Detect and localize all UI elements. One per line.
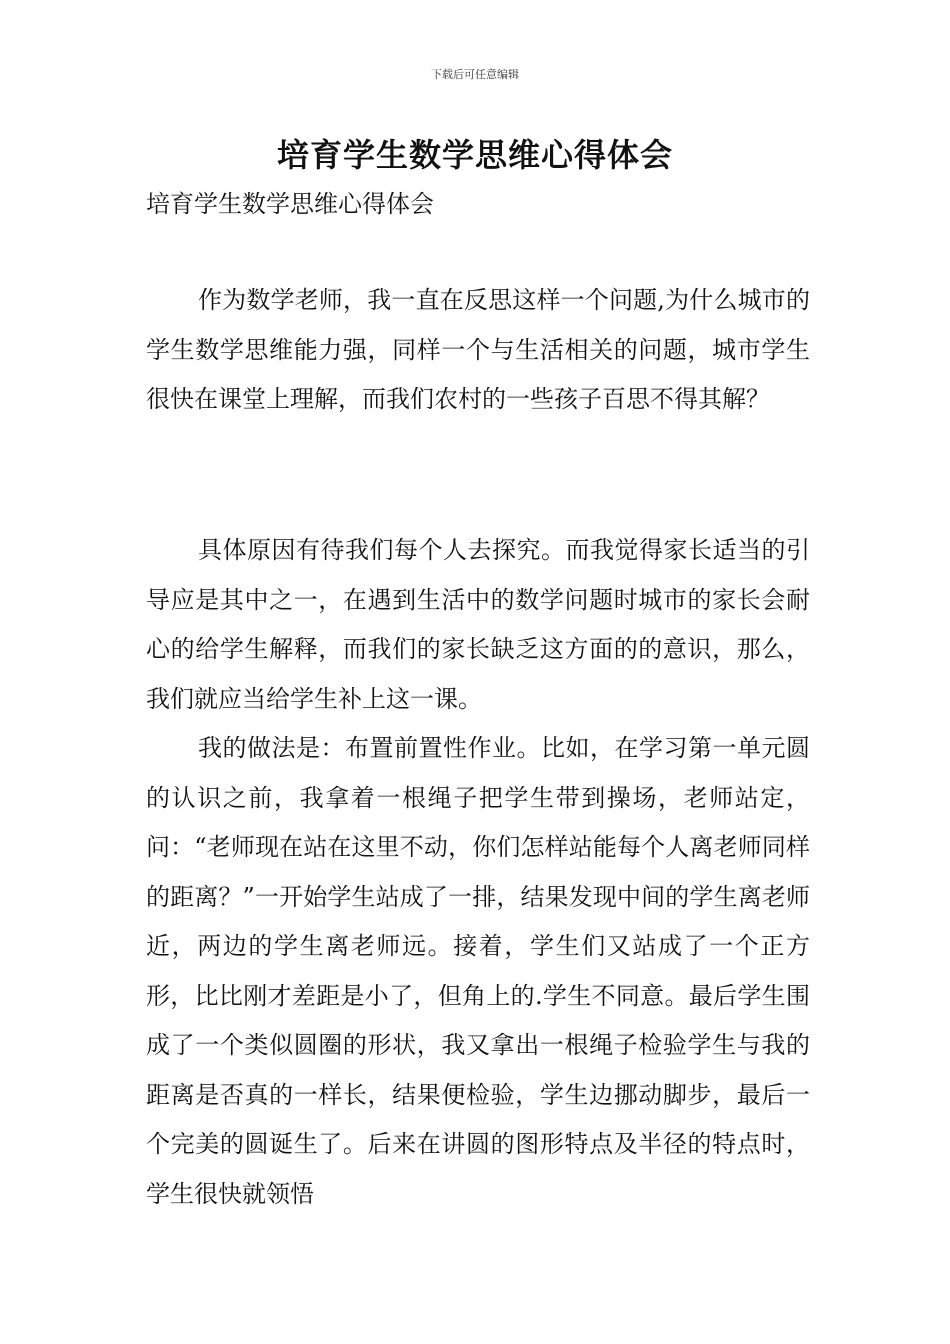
document-subtitle: 培育学生数学思维心得体会 — [146, 190, 434, 218]
paragraph-1: 作为数学老师，我一直在反思这样一个问题,为什么城市的学生数学思维能力强，同样一个与生活相关的问题，城市学生很快在课堂上理解，而我们农村的一些孩子百思不得其解？ — [146, 286, 810, 413]
paragraph-3: 我的做法是：布置前置性作业。比如，在学习第一单元圆的认识之前，我拿着一根绳子把学生带到操场，老师站定，问：“老师现在站在这里不动，你们怎样站能每个人离老师同样的距离？”一开始学生站成了一排，结果发现中间的学生离老师近，两边的学生离老师远。接着，学生们又站成了一个正方形，比比刚才差距是小了，但角上的.学生不同意。最后学生围成了一个类似圆圈的形状，我又拿出一根绳子检验学生与我的距离是否真的一样长，结果便检验，学生边挪动脚步，最后一个完美的圆诞生了。后来在讲圆的图形特点及半径的特点时，学生很快就领悟 — [146, 734, 810, 1208]
document-title: 培育学生数学思维心得体会 — [276, 136, 673, 174]
header-note: 下载后可任意编辑 — [431, 68, 519, 81]
paragraph-2: 具体原因有待我们每个人去探究。而我觉得家长适当的引导应是其中之一，在遇到生活中的数学问题时城市的家长会耐心的给学生解释，而我们的家长缺乏这方面的的意识，那么，我们就应当给学生补上这一课。 — [146, 536, 810, 713]
